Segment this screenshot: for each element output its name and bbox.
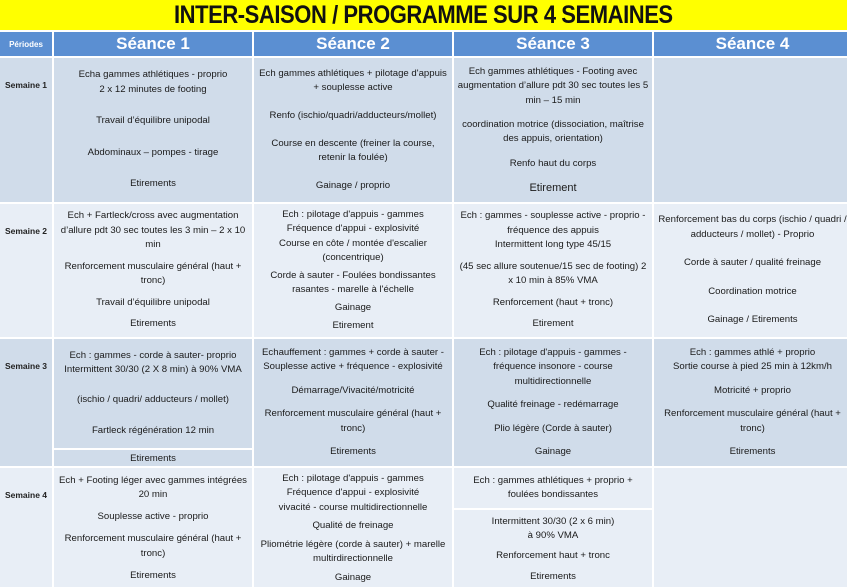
activity-line: Coordination motrice	[708, 285, 797, 297]
header-seance-2: Séance 2	[254, 32, 452, 56]
activity-line: Démarrage/Vivacité/motricité	[291, 384, 415, 396]
session-cell	[254, 468, 452, 587]
activity-line: Etirements	[130, 569, 176, 581]
activity-line: Etirement	[332, 319, 374, 331]
activity-line: Qualité freinage - redémarrage	[487, 399, 619, 410]
activity-line: Ech : gammes - souplesse active - proprio - fréquence des appuis Intermittent long type 45/15	[460, 210, 646, 251]
activity-line: Course en descente (freiner la course, retenir la foulée)	[271, 137, 435, 164]
session-cell	[454, 204, 652, 337]
activity-line: Renforcement musculaire général (haut + tronc)	[64, 533, 242, 559]
activity-line: Echauffement : gammes + corde à sauter - Souplesse active + fréquence - explosivité	[262, 346, 444, 372]
activity-line: Etirements	[729, 446, 776, 457]
period-label: Semaine 1	[0, 58, 52, 202]
activity-line: Ech : pilotage d'appuis - gammes Fréquence d'appui - explosivité vivacité - course multidirectionnelle	[278, 472, 428, 513]
activity-line: Renfo haut du corps	[509, 157, 597, 169]
session-cell	[654, 204, 847, 337]
activity-line: Gainage	[534, 446, 572, 457]
activity-line: Etirements	[330, 446, 376, 457]
activity-line: Ech : pilotage d'appuis - gammes - fréquence insonore - course multidirectionnelle	[479, 346, 627, 387]
activity-line: Intermittent 30/30 (2 x 6 min) à 90% VMA	[491, 515, 615, 542]
session-cell-bottom	[454, 510, 652, 587]
session-cell-main	[54, 339, 252, 448]
activity-line: Abdominaux – pompes - tirage	[87, 146, 219, 158]
activity-line: Ech : gammes - corde à sauter- proprio Intermittent 30/30 (2 X 8 min) à 90% VMA	[64, 349, 242, 376]
activity-line: Etirements	[130, 178, 176, 190]
activity-line: Gainage	[334, 571, 372, 583]
session-cell	[454, 339, 652, 466]
activity-line: Corde à sauter - Foulées bondissantes rasantes - marelle à l'échelle	[270, 269, 436, 296]
activity-line: (45 sec allure soutenue/15 sec de footing) 2 x 10 min à 85% VMA	[459, 260, 647, 287]
session-cell	[54, 204, 252, 337]
activity-line: Ech : gammes athlétiques + proprio + foulées bondissantes	[473, 474, 633, 500]
activity-line: Ech : gammes athlé + proprio Sortie course à pied 25 min à 12km/h	[673, 346, 832, 372]
activity-line: Etirements	[130, 318, 176, 330]
activity-line: Renforcement (haut + tronc)	[492, 296, 614, 308]
activity-line: Etirements	[130, 453, 176, 464]
activity-line: Ech : pilotage d'appuis - gammes Fréquence d'appui - explosivité Course en côte / montée d'escalier (concentrique)	[279, 208, 427, 264]
activity-line: Renforcement musculaire général (haut + tronc)	[264, 408, 442, 434]
activity-line: Echa gammes athlétiques - proprio 2 x 12 minutes de footing	[78, 69, 228, 95]
session-cell	[54, 339, 252, 466]
period-label: Semaine 2	[0, 204, 52, 337]
session-cell	[254, 204, 452, 337]
session-cell	[654, 468, 847, 587]
header-periods: Périodes	[0, 32, 52, 56]
activity-line: Travail d’équilibre unipodal	[96, 115, 210, 127]
activity-line: Gainage / Etirements	[707, 314, 798, 326]
activity-line: Gainage	[334, 302, 372, 314]
page-title-banner	[0, 0, 847, 30]
activity-line: Corde à sauter / qualité freinage	[683, 257, 822, 269]
activity-line: (ischio / quadri/ adducteurs / mollet)	[77, 394, 229, 406]
activity-line: Renforcement haut + tronc	[496, 550, 610, 562]
activity-line: Pliométrie légère (corde à sauter) + marelle multirdirectionnelle	[260, 538, 446, 565]
session-cell	[54, 58, 252, 202]
activity-line: Renforcement musculaire général (haut + tronc)	[64, 260, 242, 287]
activity-line: Plio légère (Corde à sauter)	[494, 422, 612, 434]
activity-line: Qualité de freinage	[312, 520, 394, 532]
activity-line: Ech + Footing léger avec gammes intégrées 20 min	[59, 474, 247, 501]
session-cell	[454, 468, 652, 587]
activity-line: Etirement	[529, 181, 577, 194]
activity-line: Renforcement bas du corps (ischio / quadri / adducteurs / mollet) - Proprio	[658, 214, 847, 240]
activity-line: Renfo (ischio/quadri/adducteurs/mollet)	[269, 109, 437, 121]
activity-line: Gainage / proprio	[315, 179, 391, 191]
header-seance-4: Séance 4	[654, 32, 847, 56]
activity-line: Renforcement musculaire général (haut + tronc)	[664, 408, 841, 434]
period-label: Semaine 4	[0, 468, 52, 587]
session-cell	[654, 339, 847, 466]
header-seance-1: Séance 1	[54, 32, 252, 56]
activity-line: coordination motrice (dissociation, maîtrise des appuis, orientation)	[462, 118, 644, 145]
activity-line: Travail d’équilibre unipodal	[96, 296, 210, 308]
session-cell-footer	[54, 450, 252, 466]
session-cell	[54, 468, 252, 587]
activity-line: Motricité + proprio	[713, 384, 792, 396]
session-cell	[454, 58, 652, 202]
session-cell	[254, 58, 452, 202]
page-title: INTER-SAISON / PROGRAMME SUR 4 SEMAINES	[174, 0, 673, 29]
activity-line: Ech gammes athlétiques - Footing avec augmentation d’allure pdt 30 sec toutes les 5 min – 15 min	[457, 65, 649, 106]
session-cell	[254, 339, 452, 466]
activity-line: Ech gammes athlétiques + pilotage d'appuis + souplesse active	[259, 67, 447, 94]
activity-line: Etirement	[532, 318, 574, 330]
activity-line: Fartleck régénération 12 min	[91, 424, 215, 436]
program-table	[0, 32, 847, 587]
period-label: Semaine 3	[0, 339, 52, 466]
activity-line: Ech + Fartleck/cross avec augmentation d’allure pdt 30 sec toutes les 3 min – 2 x 10 min	[60, 210, 246, 251]
session-cell-top	[454, 468, 652, 508]
header-seance-3: Séance 3	[454, 32, 652, 56]
activity-line: Etirements	[530, 570, 576, 582]
session-cell	[654, 58, 847, 202]
activity-line: Souplesse active - proprio	[97, 511, 209, 523]
